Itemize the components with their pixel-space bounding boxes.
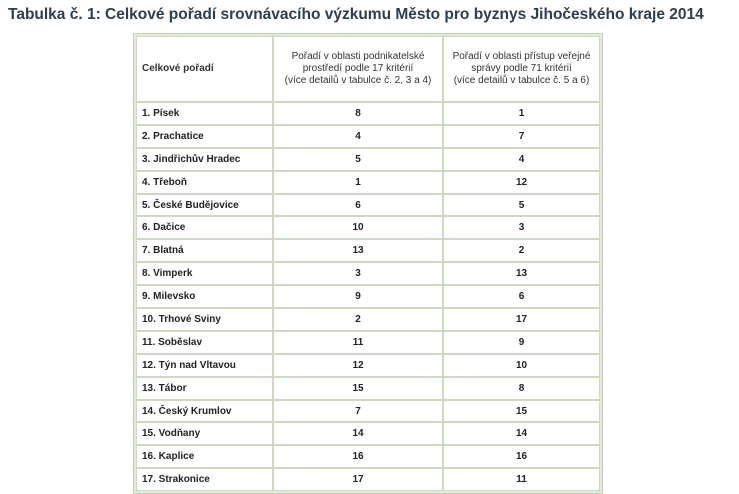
business-rank-cell: 2	[273, 308, 443, 331]
business-rank-cell: 4	[273, 125, 443, 148]
table-row	[136, 445, 600, 468]
city-name-cell: 14. Český Krumlov	[136, 400, 273, 423]
business-rank-cell: 12	[273, 354, 443, 377]
city-name-cell: 1. Písek	[136, 102, 273, 125]
city-name-cell: 2. Prachatice	[136, 125, 273, 148]
business-rank-cell: 1	[273, 171, 443, 194]
business-rank-cell: 10	[273, 216, 443, 239]
header-overall-rank: Celkové pořadí	[136, 36, 273, 102]
city-name-cell: 3. Jindřichův Hradec	[136, 148, 273, 171]
business-rank-cell: 16	[273, 445, 443, 468]
public-rank-cell: 1	[443, 102, 600, 125]
table-row	[136, 102, 600, 125]
table-row	[136, 400, 600, 423]
city-name-cell: 7. Blatná	[136, 239, 273, 262]
header-public-line: správy podle 71 kritérií	[471, 63, 572, 74]
table-row	[136, 125, 600, 148]
table-row	[136, 331, 600, 354]
header-public-rank	[443, 36, 600, 102]
business-rank-cell: 8	[273, 102, 443, 125]
business-rank-cell: 15	[273, 377, 443, 400]
public-rank-cell: 11	[443, 468, 600, 491]
public-rank-cell: 9	[443, 331, 600, 354]
business-rank-cell: 6	[273, 194, 443, 217]
business-rank-cell: 17	[273, 468, 443, 491]
city-name-cell: 12. Týn nad Vltavou	[136, 354, 273, 377]
city-name-cell: 15. Vodňany	[136, 422, 273, 445]
table-row	[136, 239, 600, 262]
table-row	[136, 194, 600, 217]
table-row	[136, 171, 600, 194]
city-name-cell: 11. Soběslav	[136, 331, 273, 354]
header-business-line: (více detailů v tabulce č. 2, 3 a 4)	[284, 75, 432, 86]
public-rank-cell: 5	[443, 194, 600, 217]
table-header-row	[136, 36, 600, 102]
page-title: Tabulka č. 1: Celkové pořadí srovnávacího výzkumu Město pro byznys Jihočeského kraje 2014	[8, 6, 704, 23]
table-row	[136, 285, 600, 308]
city-name-cell: 5. České Budějovice	[136, 194, 273, 217]
public-rank-cell: 12	[443, 171, 600, 194]
table-row	[136, 262, 600, 285]
table-row	[136, 422, 600, 445]
business-rank-cell: 5	[273, 148, 443, 171]
public-rank-cell: 6	[443, 285, 600, 308]
public-rank-cell: 14	[443, 422, 600, 445]
table-row	[136, 468, 600, 491]
ranking-table	[136, 36, 600, 491]
table-row	[136, 308, 600, 331]
business-rank-cell: 3	[273, 262, 443, 285]
header-public-line: Pořadí v oblasti přístup veřejné	[452, 51, 591, 62]
city-name-cell: 16. Kaplice	[136, 445, 273, 468]
public-rank-cell: 3	[443, 216, 600, 239]
table-row	[136, 216, 600, 239]
city-name-cell: 4. Třeboň	[136, 171, 273, 194]
business-rank-cell: 14	[273, 422, 443, 445]
table-row	[136, 148, 600, 171]
table-body	[136, 102, 600, 491]
public-rank-cell: 2	[443, 239, 600, 262]
city-name-cell: 8. Vimperk	[136, 262, 273, 285]
header-business-rank	[273, 36, 443, 102]
city-name-cell: 9. Milevsko	[136, 285, 273, 308]
city-name-cell: 13. Tábor	[136, 377, 273, 400]
public-rank-cell: 7	[443, 125, 600, 148]
table-row	[136, 377, 600, 400]
business-rank-cell: 11	[273, 331, 443, 354]
business-rank-cell: 9	[273, 285, 443, 308]
header-business-line: Pořadí v oblasti podnikatelské	[291, 51, 425, 62]
table-row	[136, 354, 600, 377]
public-rank-cell: 16	[443, 445, 600, 468]
public-rank-cell: 8	[443, 377, 600, 400]
public-rank-cell: 4	[443, 148, 600, 171]
business-rank-cell: 7	[273, 400, 443, 423]
public-rank-cell: 10	[443, 354, 600, 377]
city-name-cell: 10. Trhové Sviny	[136, 308, 273, 331]
public-rank-cell: 15	[443, 400, 600, 423]
city-name-cell: 17. Strakonice	[136, 468, 273, 491]
public-rank-cell: 17	[443, 308, 600, 331]
header-public-line: (více detailů v tabulce č. 5 a 6)	[453, 75, 590, 86]
public-rank-cell: 13	[443, 262, 600, 285]
header-business-line: prostředí podle 17 kritérií	[302, 63, 414, 74]
city-name-cell: 6. Dačice	[136, 216, 273, 239]
business-rank-cell: 13	[273, 239, 443, 262]
ranking-table-frame	[133, 33, 603, 494]
